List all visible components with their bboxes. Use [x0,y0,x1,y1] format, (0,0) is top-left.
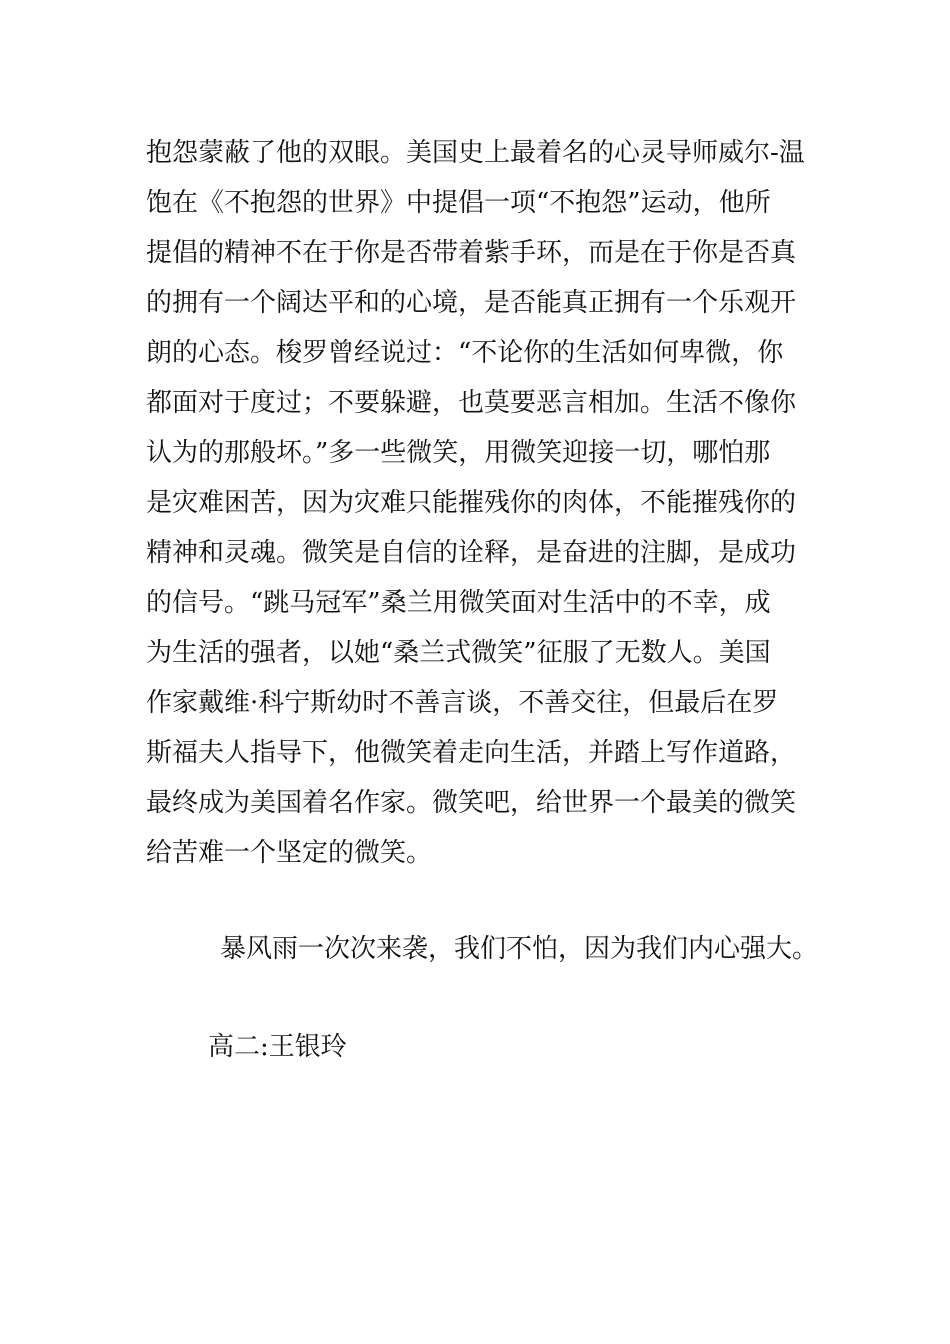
paragraph-line: 认为的那般坏。”多一些微笑，用微笑迎接一切，哪怕那 [146,438,771,468]
paragraph-line: 的信号。“跳马冠军”桑兰用微笑面对生活中的不幸，成 [146,588,771,618]
paragraph-line: 朗的心态。梭罗曾经说过：“不论你的生活如何卑微，你 [146,338,784,368]
paragraph-line: 给苦难一个坚定的微笑。 [146,838,433,868]
paragraph-line: 斯福夫人指导下，他微笑着走向生活，并踏上写作道路， [146,738,797,768]
paragraph-line: 作家戴维·科宁斯幼时不善言谈，不善交往，但最后在罗 [146,688,779,718]
paragraph-line: 最终成为美国着名作家。微笑吧，给世界一个最美的微笑 [146,788,797,818]
essay-paragraph [146,128,816,878]
paragraph-line: 精神和灵魂。微笑是自信的诠释，是奋进的注脚，是成功 [146,538,797,568]
paragraph-line: 都面对于度过；不要躲避，也莫要恶言相加。生活不像你 [146,388,797,418]
paragraph-line: 抱怨蒙蔽了他的双眼。美国史上最着名的心灵导师威尔-温 [146,138,805,168]
author-signature: 高二:王银玲 [208,1032,347,1062]
paragraph-line: 的拥有一个阔达平和的心境，是否能真正拥有一个乐观开 [146,288,797,318]
paragraph-line: 为生活的强者，以她“桑兰式微笑”征服了无数人。美国 [146,638,771,668]
closing-line: 暴风雨一次次来袭，我们不怕，因为我们内心强大。 [220,934,819,964]
paragraph-line: 饱在《不抱怨的世界》中提倡一项“不抱怨”运动，他所 [146,188,771,218]
paragraph-line: 是灾难困苦，因为灾难只能摧残你的肉体，不能摧残你的 [146,488,797,518]
paragraph-line: 提倡的精神不在于你是否带着紫手环，而是在于你是否真 [146,238,797,268]
